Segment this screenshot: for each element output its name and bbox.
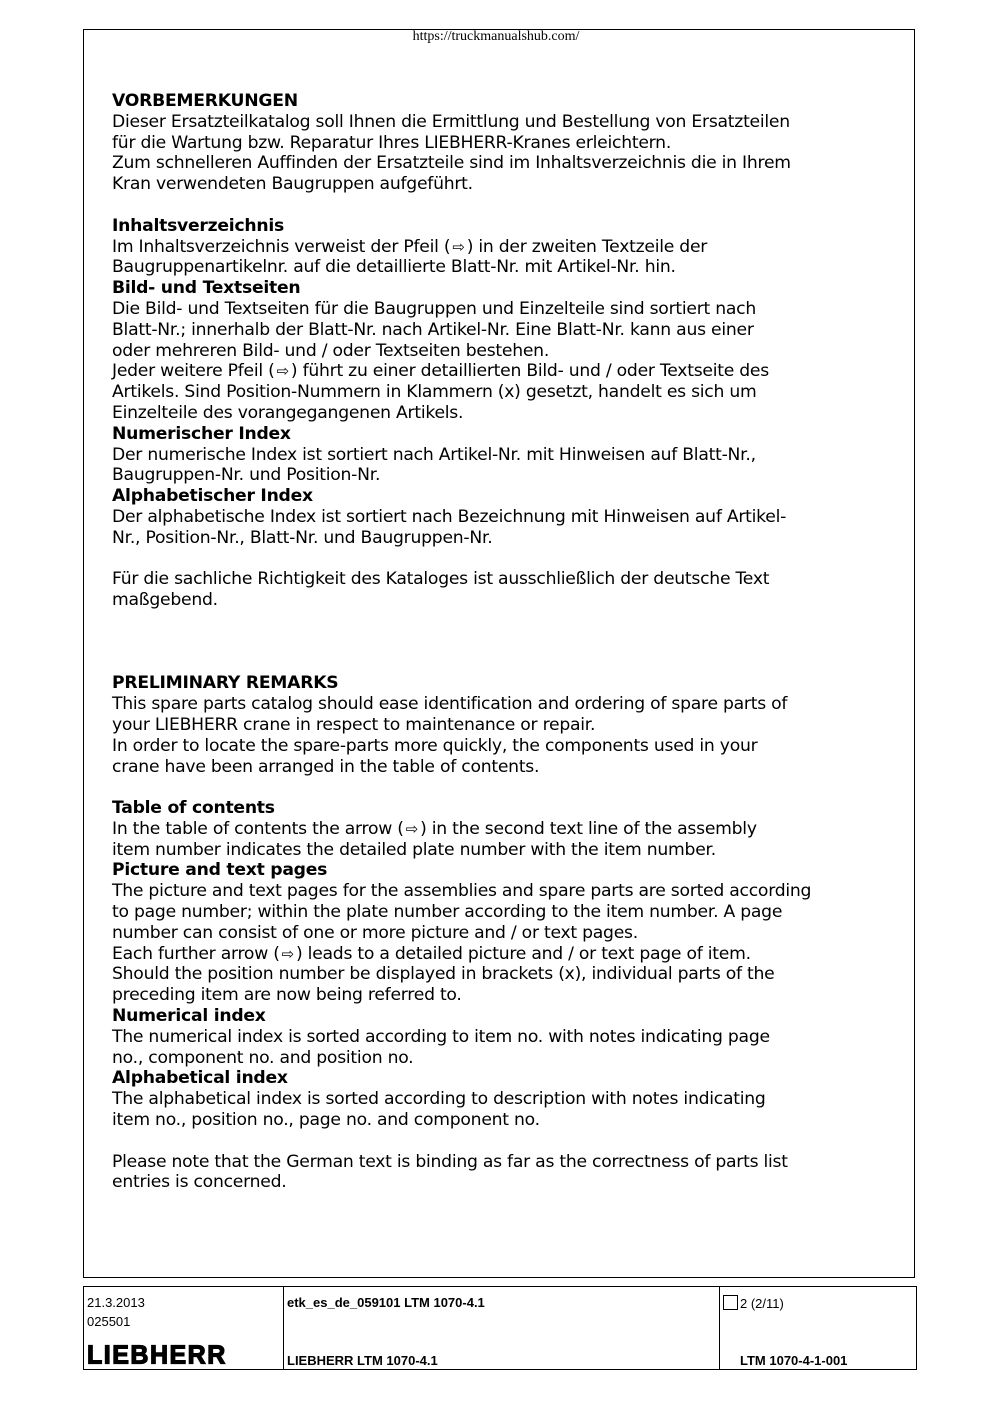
english-intro-line: crane have been arranged in the table of contents. — [112, 756, 540, 777]
footer-cell-page — [720, 1287, 916, 1369]
german-intro-line: für die Wartung bzw. Reparatur Ihres LIEBHERR-Kranes erleichtern. — [112, 132, 672, 153]
english-pages-heading: Picture and text pages — [112, 860, 328, 881]
german-toc-heading: Inhaltsverzeichnis — [112, 215, 284, 236]
german-title: VORBEMERKUNGEN — [112, 91, 298, 111]
german-intro-line: Dieser Ersatzteilkatalog soll Ihnen die Ermittlung und Bestellung von Ersatzteilen — [112, 111, 790, 132]
german-pages-line: Die Bild- und Textseiten für die Baugruppen und Einzelteile sind sortiert nach — [112, 298, 757, 319]
english-intro-line: your LIEBHERR crane in respect to maintenance or repair. — [112, 714, 596, 735]
english-note-line: entries is concerned. — [112, 1172, 287, 1193]
german-pages-heading: Bild- und Textseiten — [112, 278, 301, 299]
english-alpha-heading: Alphabetical index — [112, 1068, 288, 1089]
german-pages-line: Artikels. Sind Position-Nummern in Klammern (x) gesetzt, handelt es sich um — [112, 382, 757, 403]
footer-cell-doc — [284, 1287, 720, 1369]
german-toc-line: Baugruppenartikelnr. auf die detaillierte Blatt-Nr. mit Artikel-Nr. hin. — [112, 257, 676, 278]
english-pages-line: to page number; within the plate number according to the item number. A page — [112, 902, 783, 923]
english-title: PRELIMINARY REMARKS — [112, 673, 339, 694]
english-numeric-line: no., component no. and position no. — [112, 1047, 414, 1068]
english-alpha-line: item no., position no., page no. and component no. — [112, 1110, 540, 1131]
english-pages-line: preceding item are now being referred to. — [112, 985, 462, 1006]
english-alpha-line: The alphabetical index is sorted according to description with notes indicating — [112, 1089, 766, 1110]
footer-ref: LTM 1070-4-1-001 — [740, 1353, 848, 1368]
outline-arrow-right-icon: ⇨ — [452, 237, 465, 256]
german-note-line: Für die sachliche Richtigkeit des Kataloges ist ausschließlich der deutsche Text — [112, 569, 770, 590]
german-alpha-heading: Alphabetischer Index — [112, 486, 313, 507]
english-intro-line: This spare parts catalog should ease identification and ordering of spare parts of — [112, 694, 788, 715]
footer-table — [83, 1286, 917, 1370]
english-intro-line: In order to locate the spare-parts more quickly, the components used in your — [112, 735, 758, 756]
german-pages-line: Jeder weitere Pfeil ( ⇨ ) führt zu einer detaillierten Bild- und / oder Textseite des — [112, 361, 769, 382]
outline-arrow-right-icon: ⇨ — [405, 819, 419, 838]
english-numeric-line: The numerical index is sorted according to item no. with notes indicating page — [112, 1026, 770, 1047]
german-alpha-line: Nr., Position-Nr., Blatt-Nr. und Baugruppen-Nr. — [112, 527, 493, 548]
empty-checkbox-icon — [723, 1295, 738, 1310]
english-pages-line: Each further arrow ( ⇨ ) leads to a detailed picture and / or text page of item. — [112, 943, 751, 964]
outline-arrow-right-icon: ⇨ — [276, 362, 289, 381]
german-pages-line: Einzelteile des vorangegangenen Artikels. — [112, 402, 464, 423]
english-pages-line: number can consist of one or more picture and / or text pages. — [112, 922, 638, 943]
german-intro-line: Kran verwendeten Baugruppen aufgeführt. — [112, 174, 473, 195]
german-pages-line: Blatt-Nr.; innerhalb der Blatt-Nr. nach Artikel-Nr. Eine Blatt-Nr. kann aus einer — [112, 319, 754, 340]
english-pages-line: Should the position number be displayed in brackets (x), individual parts of the — [112, 964, 775, 985]
german-numeric-line: Der numerische Index ist sortiert nach Artikel-Nr. mit Hinweisen auf Blatt-Nr., — [112, 444, 756, 465]
outline-arrow-right-icon: ⇨ — [281, 944, 294, 963]
german-alpha-line: Der alphabetische Index ist sortiert nach Bezeichnung mit Hinweisen auf Artikel- — [112, 506, 787, 527]
german-intro-line: Zum schnelleren Auffinden der Ersatzteile sind im Inhaltsverzeichnis die in Ihrem — [112, 153, 791, 174]
german-note-line: maßgebend. — [112, 590, 218, 611]
german-pages-line: oder mehreren Bild- und / oder Textseiten bestehen. — [112, 340, 550, 361]
footer-date: 21.3.2013 — [87, 1295, 145, 1310]
liebherr-logo: LIEBHERR — [87, 1340, 227, 1370]
english-toc-line: In the table of contents the arrow ( ⇨ ) in the second text line of the assembly — [112, 818, 757, 839]
german-numeric-heading: Numerischer Index — [112, 423, 291, 444]
footer-model: LIEBHERR LTM 1070-4.1 — [287, 1353, 438, 1368]
english-note-line: Please note that the German text is binding as far as the correctness of parts list — [112, 1151, 788, 1172]
footer-doc-id: etk_es_de_059101 LTM 1070-4.1 — [287, 1295, 485, 1310]
footer-page: 2 (2/11) — [723, 1295, 784, 1311]
document-body — [112, 91, 902, 1193]
english-pages-line: The picture and text pages for the assemblies and spare parts are sorted according — [112, 881, 812, 902]
german-toc-line: Im Inhaltsverzeichnis verweist der Pfeil ( ⇨ ) in der zweiten Textzeile der — [112, 236, 708, 257]
english-toc-heading: Table of contents — [112, 798, 275, 819]
footer-cell-date — [84, 1287, 284, 1369]
english-toc-line: item number indicates the detailed plate number with the item number. — [112, 839, 716, 860]
german-numeric-line: Baugruppen-Nr. und Position-Nr. — [112, 465, 381, 486]
footer-code: 025501 — [87, 1314, 131, 1329]
source-url: https://truckmanualshub.com/ — [412, 29, 580, 44]
english-numeric-heading: Numerical index — [112, 1006, 266, 1027]
